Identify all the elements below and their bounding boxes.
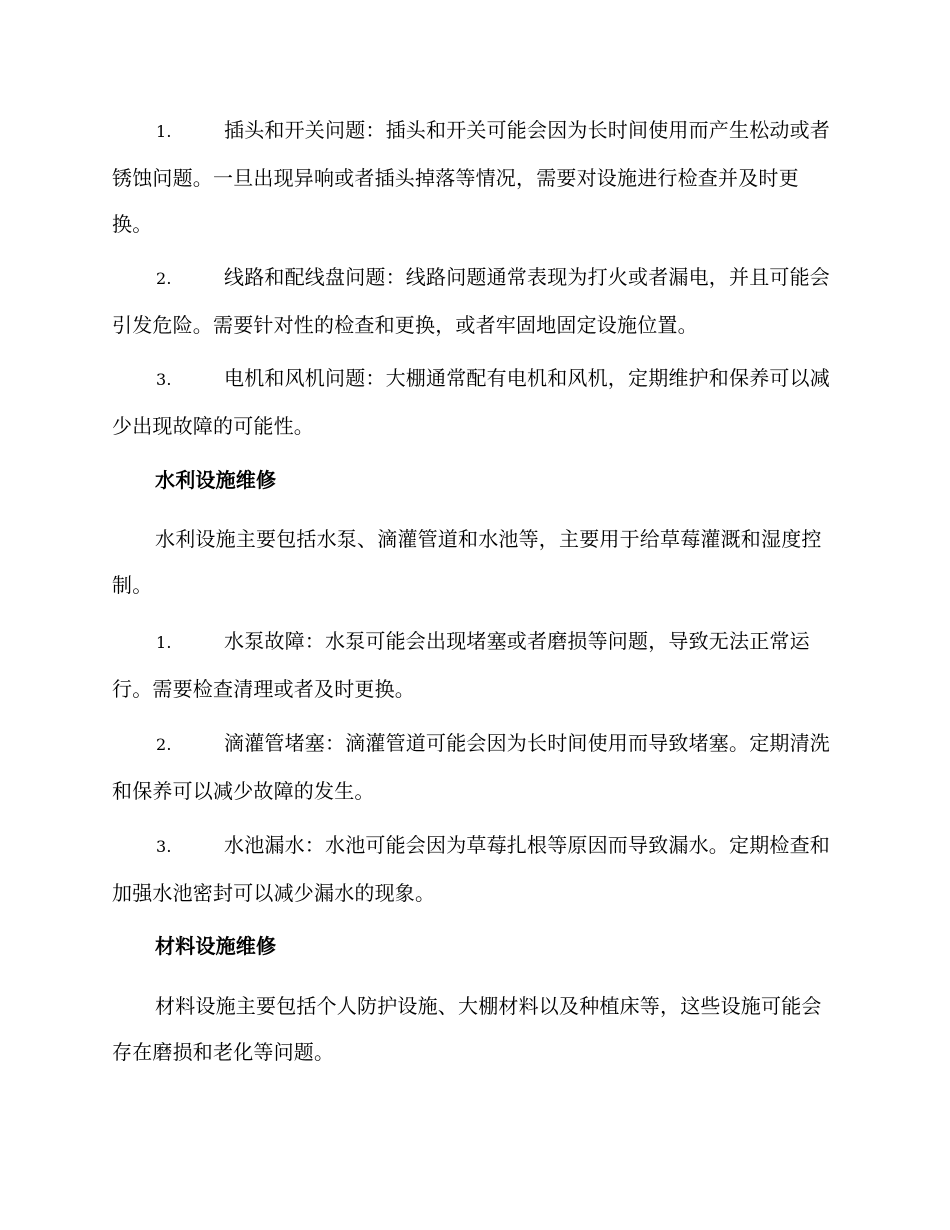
- list-item-text: 水池漏水：水池可能会因为草莓扎根等原因而导致漏水。定期检查和加强水池密封可以减少漏水的现象。: [112, 833, 830, 905]
- paragraph-material-intro: 材料设施主要包括个人防护设施、大棚材料以及种植床等，这些设施可能会存在磨损和老化等问题。: [112, 994, 822, 1064]
- paragraph-water-intro: 水利设施主要包括水泵、滴灌管道和水池等，主要用于给草莓灌溉和湿度控制。: [112, 527, 822, 597]
- section-heading-material: 材料设施维修: [155, 934, 277, 958]
- list-number: 1.: [156, 633, 172, 652]
- list-number: 2.: [156, 269, 172, 288]
- list-item-electric-1: [112, 107, 837, 247]
- list-number: 3.: [156, 837, 172, 856]
- list-item-electric-2: [112, 254, 837, 348]
- list-item-text: 插头和开关问题：插头和开关可能会因为长时间使用而产生松动或者锈蚀问题。一旦出现异响或者插头掉落等情况，需要对设施进行检查并及时更换。: [112, 118, 830, 236]
- list-item-water-1: [112, 618, 837, 712]
- list-item-electric-3: [112, 355, 837, 449]
- list-item-water-3: [112, 822, 837, 916]
- list-number: 2.: [156, 735, 172, 754]
- list-number: 1.: [156, 122, 172, 141]
- section-heading-water: 水利设施维修: [155, 468, 277, 492]
- list-item-water-2: [112, 720, 837, 814]
- list-item-text: 线路和配线盘问题：线路问题通常表现为打火或者漏电，并且可能会引发危险。需要针对性的检查和更换，或者牢固地固定设施位置。: [112, 265, 830, 337]
- list-item-text: 电机和风机问题：大棚通常配有电机和风机，定期维护和保养可以减少出现故障的可能性。: [112, 366, 830, 438]
- list-number: 3.: [156, 370, 172, 389]
- list-item-text: 滴灌管堵塞：滴灌管道可能会因为长时间使用而导致堵塞。定期清洗和保养可以减少故障的发生。: [112, 731, 830, 803]
- list-item-text: 水泵故障：水泵可能会出现堵塞或者磨损等问题，导致无法正常运行。需要检查清理或者及时更换。: [112, 629, 810, 701]
